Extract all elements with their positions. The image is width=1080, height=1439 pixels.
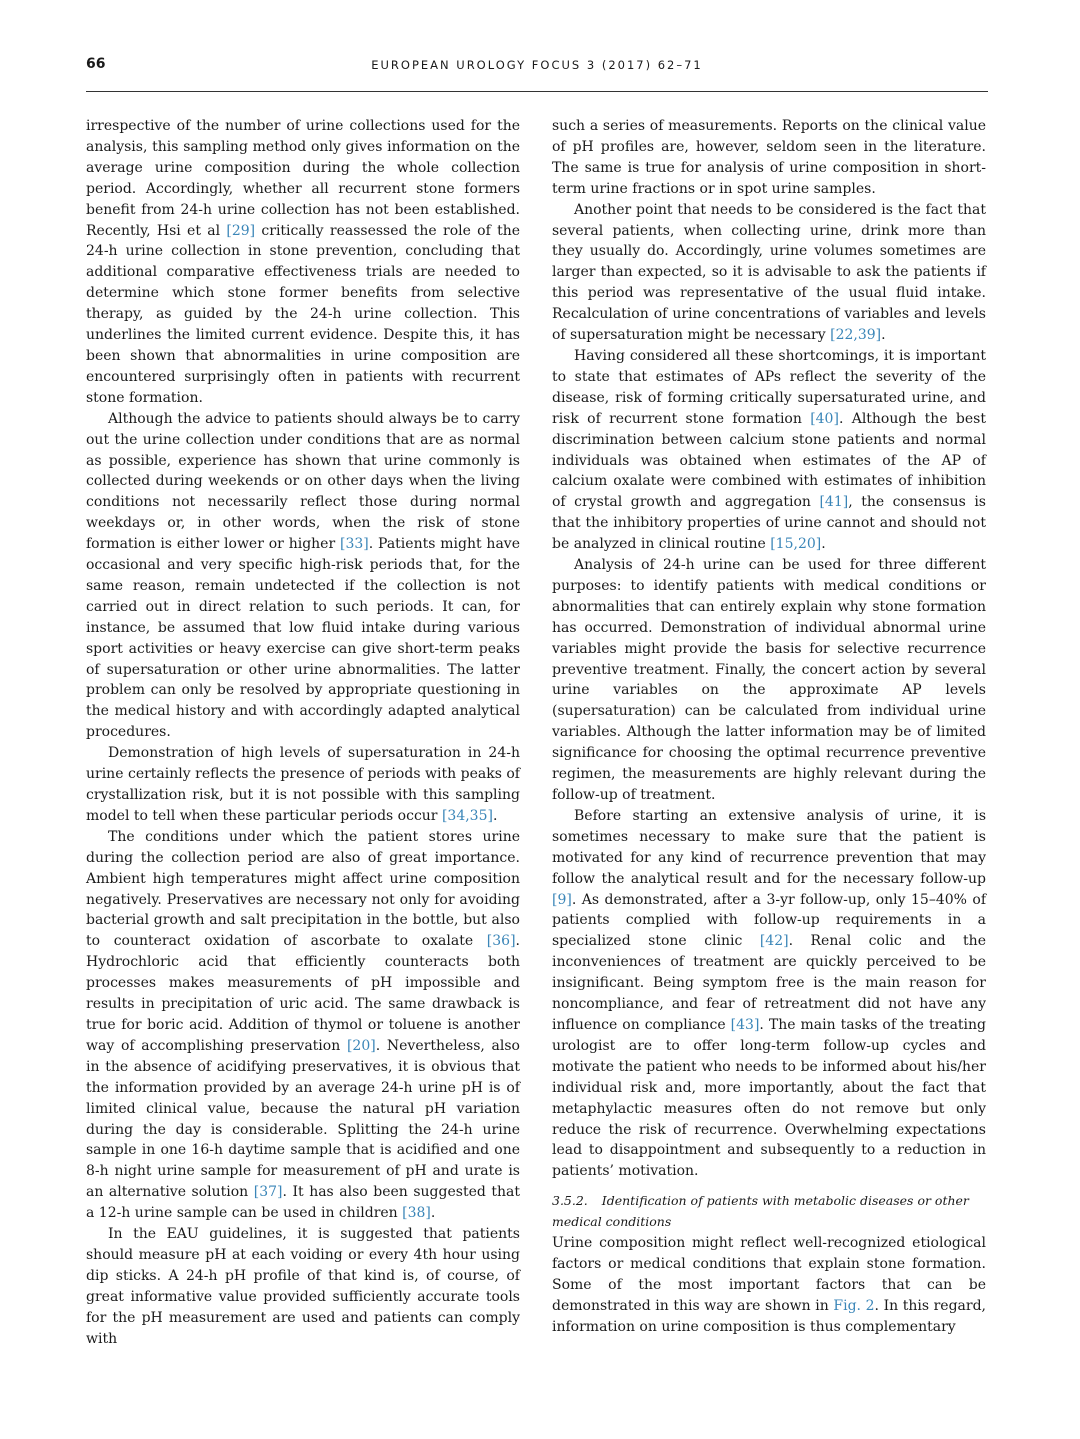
- body-text: irrespective of the number of urine collections used for the analysis, this sampling method only gives information on the average urine composition during the whole collection period. Accordingly, whether all recurrent stone formers benefit from 24-h urine collection has not been established. Recently, Hsi et al: [86, 118, 520, 239]
- body-text: Urine composition might reflect well-recognized etiological factors or medical conditions that explain stone formation. Some of the most important factors that can be demonstrated in this way are shown in: [552, 1235, 986, 1314]
- citation-link[interactable]: [33]: [340, 536, 369, 553]
- citation-link[interactable]: [29]: [226, 222, 256, 239]
- body-text: .: [492, 807, 498, 824]
- paragraph: [86, 409, 520, 744]
- body-text: such a series of measurements. Reports on the clinical value of pH profiles are, however, seldom seen in the literature. The same is true for analysis of urine composition in short-term urine fractions or in spot urine samples.: [552, 118, 986, 197]
- body-text: .: [821, 536, 826, 553]
- citation-link[interactable]: [20]: [346, 1037, 376, 1054]
- body-text: . The main tasks of the treating urologist are to offer long-term follow-up cycles and motivate the patient who needs to be informed about his/her individual risk and, more importantly, about the fact that metaphylactic measures often do not remove but only reduce the risk of recurrence. Overwhelming expectations lead to disappointment and subsequently to a reduction in patients’ motivation.: [552, 1016, 986, 1180]
- page-number: 66: [86, 56, 106, 72]
- citation-link[interactable]: [40]: [810, 410, 839, 427]
- section-number: 3.5.2.: [552, 1193, 588, 1209]
- paragraph: [86, 1224, 520, 1349]
- body-text: Another point that needs to be considered is the fact that several patients, when collecting urine, drink more than they usually do. Accordingly, urine volumes sometimes are larger than expected, so it is advisable to ask the patients if this period was representative of the usual fluid intake. Recalculation of urine concentrations of variables and levels of supersaturation might be necessary: [552, 201, 986, 344]
- body-text: The conditions under which the patient stores urine during the collection period are also of great importance. Ambient high temperatures might affect urine composition negatively. Preservatives are necessary not only for avoiding bacterial growth and salt precipitation in the bottle, but also to counteract oxidation of ascorbate to oxalate: [86, 828, 520, 950]
- section-title: Identification of patients with metabolic diseases or other medical conditions: [552, 1193, 969, 1230]
- citation-link[interactable]: [22,39]: [830, 327, 882, 344]
- citation-link[interactable]: [41]: [819, 494, 849, 511]
- citation-link[interactable]: [37]: [253, 1184, 283, 1201]
- citation-link[interactable]: [9]: [552, 891, 572, 908]
- journal-citation: EUROPEAN UROLOGY FOCUS 3 (2017) 62–71: [371, 58, 703, 72]
- header-rule: [86, 91, 988, 92]
- paragraph: [552, 200, 986, 346]
- section-subheading: [552, 1191, 986, 1233]
- body-text: Demonstration of high levels of supersaturation in 24-h urine certainly reflects the presence of periods with peaks of crystallization risk, but it is not possible with this sampling model to tell when these particular periods occur: [86, 745, 520, 824]
- body-text: In the EAU guidelines, it is suggested that patients should measure pH at each voiding or every 4th hour using dip sticks. A 24-h pH profile of that kind is, of course, of great informative value provided sufficiently accurate tools for the pH measurement are used and patients can comply with: [86, 1226, 520, 1347]
- body-text: . Patients might have occasional and very specific high-risk periods that, for the same reason, remain undetected if the collection is not carried out in direct relation to such periods. It can, for instance, be assumed that low fluid intake during various sport activities or heavy exercise can give short-term peaks of supersaturation or other urine abnormalities. The latter problem can only be resolved by appropriate questioning in the medical history and with accordingly adapted analytical procedures.: [86, 536, 520, 741]
- body-text: .: [881, 327, 886, 344]
- running-header: [86, 56, 988, 78]
- body-text: . Nevertheless, also in the absence of acidifying preservatives, it is obvious that the information provided by an average 24-h urine pH is of limited clinical value, because the natural pH variation during the day is considerable. Splitting the 24-h urine sample in one 16-h daytime sample that is acidified and one 8-h night urine sample for measurement of pH and urate is an alternative solution: [86, 1037, 520, 1201]
- right-column: [552, 116, 986, 1338]
- body-text: Before starting an extensive analysis of urine, it is sometimes necessary to make sure that the patient is motivated for any kind of recurrence prevention that may follow the analytical result and for the necessary follow-up: [552, 807, 986, 887]
- paragraph: [552, 116, 986, 200]
- body-text: . As demonstrated, after a 3-yr follow-up, only 15–40% of patients complied with follow-up requirements in a specialized stone clinic: [552, 891, 986, 950]
- citation-link[interactable]: Fig. 2: [833, 1297, 875, 1314]
- paragraph: [552, 346, 986, 555]
- paragraph: [86, 827, 520, 1224]
- body-text: . In this regard, information on urine composition is thus complementary: [552, 1297, 987, 1335]
- citation-link[interactable]: [38]: [402, 1205, 431, 1222]
- citation-link[interactable]: [15,20]: [770, 536, 822, 553]
- paragraph: [552, 555, 986, 806]
- paragraph: [552, 806, 986, 1182]
- paragraph: [552, 1233, 986, 1338]
- citation-link[interactable]: [36]: [486, 933, 516, 950]
- body-text: . It has also been suggested that a 12-h urine sample can be used in children: [86, 1184, 520, 1222]
- body-text: Having considered all these shortcomings, it is important to state that estimates of APs reflect the severity of the disease, risk of forming critically supersaturated urine, and risk of recurrent stone formation: [552, 347, 986, 427]
- body-text: critically reassessed the role of the 24-h urine collection in stone prevention, concluding that additional comparative effectiveness trials are needed to determine which stone former benefits from selective therapy, as guided by the 24-h urine collection. This underlines the limited current evidence. Despite this, it has been shown that abnormalities in urine composition are encountered surprisingly often in patients with recurrent stone formation.: [86, 222, 521, 406]
- body-text: , the consensus is that the inhibitory properties of urine cannot and should not be analyzed in clinical routine: [552, 494, 986, 553]
- body-text: Although the advice to patients should always be to carry out the urine collection under conditions that are as normal as possible, experience has shown that urine commonly is collected during weekends or on other days when the living conditions not necessarily reflect those during normal weekdays or, in other words, when the risk of stone formation is either lower or higher: [86, 410, 520, 553]
- paragraph: [86, 116, 520, 409]
- citation-link[interactable]: [34,35]: [441, 807, 493, 824]
- body-text: .: [430, 1205, 436, 1222]
- body-text: . Renal colic and the inconveniences of treatment are quickly perceived to be insignificant. Being symptom free is the main reason for noncompliance, and fear of retreatment did not have any influence on compliance: [552, 933, 986, 1033]
- citation-link[interactable]: [42]: [759, 933, 789, 950]
- body-text: . Hydrochloric acid that efficiently counteracts both processes makes measurements of pH impossible and results in precipitation of uric acid. The same drawback is true for boric acid. Addition of thymol or toluene is another way of accomplishing preservation: [86, 933, 520, 1054]
- citation-link[interactable]: [43]: [730, 1016, 760, 1033]
- body-text: Analysis of 24-h urine can be used for three different purposes: to identify patients with medical conditions or abnormalities that can entirely explain why stone formation has occurred. Demonstration of individual abnormal urine variables might provide the basis for selective recurrence preventive treatment. Finally, the concert action by several urine variables on the approximate AP levels (supersaturation) can be calculated from individual urine variables. Although the latter information may be of limited significance for choosing the optimal recurrence preventive regimen, the measurements are highly relevant during the follow-up of treatment.: [552, 557, 986, 803]
- left-column: [86, 116, 520, 1349]
- body-text: . Although the best discrimination between calcium stone patients and normal individuals was obtained when estimates of the AP of calcium oxalate were combined with estimates of inhibition of crystal growth and aggregation: [552, 410, 986, 511]
- paragraph: [86, 743, 520, 827]
